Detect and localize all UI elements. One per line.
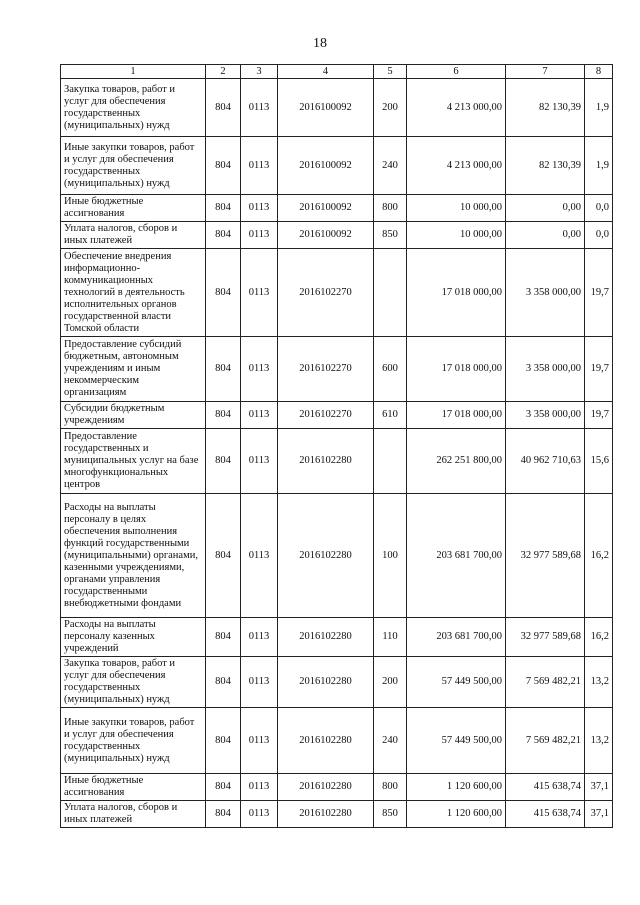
column-header: 4	[278, 65, 374, 79]
column-header: 2	[206, 65, 241, 79]
table-row	[61, 494, 613, 618]
row-description: Обеспечение внедрения информационно-коммуникационных технологий в деятельность исполнительных органов государственной власти Томской области	[61, 249, 206, 337]
ministry-code: 804	[206, 249, 241, 337]
ministry-code: 804	[206, 429, 241, 494]
row-description: Предоставление субсидий бюджетным, автономным учреждениям и иным некоммерческим организациям	[61, 337, 206, 402]
ministry-code: 804	[206, 402, 241, 429]
executed-amount: 32 977 589,68	[506, 494, 585, 618]
annual-plan-amount: 57 449 500,00	[407, 657, 506, 708]
execution-percent: 1,9	[585, 137, 613, 195]
annual-plan-amount: 17 018 000,00	[407, 402, 506, 429]
budget-table	[60, 64, 613, 828]
target-article-code: 2016100092	[278, 137, 374, 195]
ministry-code: 804	[206, 774, 241, 801]
execution-percent: 0,0	[585, 195, 613, 222]
row-description: Расходы на выплаты персоналу в целях обеспечения выполнения функций государственными (муниципальными) органами, казенными учреждениями, органами управления государственными внебюджетными фондами	[61, 494, 206, 618]
execution-percent: 19,7	[585, 402, 613, 429]
executed-amount: 415 638,74	[506, 801, 585, 828]
section-code: 0113	[241, 708, 278, 774]
ministry-code: 804	[206, 195, 241, 222]
expense-type-code: 800	[374, 195, 407, 222]
target-article-code: 2016102280	[278, 429, 374, 494]
row-description: Закупка товаров, работ и услуг для обеспечения государственных (муниципальных) нужд	[61, 79, 206, 137]
row-description: Предоставление государственных и муниципальных услуг на базе многофункциональных центров	[61, 429, 206, 494]
annual-plan-amount: 17 018 000,00	[407, 249, 506, 337]
section-code: 0113	[241, 337, 278, 402]
table-row	[61, 618, 613, 657]
ministry-code: 804	[206, 494, 241, 618]
expense-type-code: 610	[374, 402, 407, 429]
annual-plan-amount: 17 018 000,00	[407, 337, 506, 402]
target-article-code: 2016102280	[278, 801, 374, 828]
target-article-code: 2016100092	[278, 195, 374, 222]
ministry-code: 804	[206, 657, 241, 708]
expense-type-code: 200	[374, 657, 407, 708]
execution-percent: 13,2	[585, 657, 613, 708]
ministry-code: 804	[206, 137, 241, 195]
ministry-code: 804	[206, 618, 241, 657]
expense-type-code: 110	[374, 618, 407, 657]
row-description: Уплата налогов, сборов и иных платежей	[61, 222, 206, 249]
executed-amount: 32 977 589,68	[506, 618, 585, 657]
table-row	[61, 708, 613, 774]
table-row	[61, 195, 613, 222]
table-row	[61, 222, 613, 249]
annual-plan-amount: 203 681 700,00	[407, 494, 506, 618]
executed-amount: 82 130,39	[506, 79, 585, 137]
execution-percent: 19,7	[585, 249, 613, 337]
executed-amount: 0,00	[506, 222, 585, 249]
expense-type-code	[374, 429, 407, 494]
table-row	[61, 801, 613, 828]
expense-type-code: 100	[374, 494, 407, 618]
target-article-code: 2016102280	[278, 708, 374, 774]
row-description: Иные закупки товаров, работ и услуг для обеспечения государственных (муниципальных) нужд	[61, 137, 206, 195]
executed-amount: 82 130,39	[506, 137, 585, 195]
target-article-code: 2016102280	[278, 774, 374, 801]
table-row	[61, 249, 613, 337]
execution-percent: 16,2	[585, 618, 613, 657]
ministry-code: 804	[206, 801, 241, 828]
execution-percent: 19,7	[585, 337, 613, 402]
section-code: 0113	[241, 429, 278, 494]
annual-plan-amount: 57 449 500,00	[407, 708, 506, 774]
expense-type-code: 850	[374, 801, 407, 828]
ministry-code: 804	[206, 79, 241, 137]
target-article-code: 2016102280	[278, 657, 374, 708]
target-article-code: 2016100092	[278, 222, 374, 249]
column-header: 1	[61, 65, 206, 79]
annual-plan-amount: 10 000,00	[407, 222, 506, 249]
annual-plan-amount: 1 120 600,00	[407, 801, 506, 828]
row-description: Субсидии бюджетным учреждениям	[61, 402, 206, 429]
table-row	[61, 402, 613, 429]
expense-type-code: 200	[374, 79, 407, 137]
expense-type-code: 600	[374, 337, 407, 402]
section-code: 0113	[241, 774, 278, 801]
row-description: Иные закупки товаров, работ и услуг для обеспечения государственных (муниципальных) нужд	[61, 708, 206, 774]
target-article-code: 2016102270	[278, 249, 374, 337]
column-header: 5	[374, 65, 407, 79]
table-row	[61, 774, 613, 801]
section-code: 0113	[241, 494, 278, 618]
executed-amount: 0,00	[506, 195, 585, 222]
section-code: 0113	[241, 618, 278, 657]
annual-plan-amount: 4 213 000,00	[407, 137, 506, 195]
row-description: Иные бюджетные ассигнования	[61, 195, 206, 222]
execution-percent: 16,2	[585, 494, 613, 618]
table-header-row	[61, 65, 613, 79]
column-header: 8	[585, 65, 613, 79]
execution-percent: 37,1	[585, 774, 613, 801]
annual-plan-amount: 262 251 800,00	[407, 429, 506, 494]
annual-plan-amount: 1 120 600,00	[407, 774, 506, 801]
expense-type-code	[374, 249, 407, 337]
section-code: 0113	[241, 657, 278, 708]
target-article-code: 2016102270	[278, 337, 374, 402]
executed-amount: 3 358 000,00	[506, 249, 585, 337]
table-row	[61, 337, 613, 402]
ministry-code: 804	[206, 337, 241, 402]
target-article-code: 2016100092	[278, 79, 374, 137]
annual-plan-amount: 4 213 000,00	[407, 79, 506, 137]
ministry-code: 804	[206, 222, 241, 249]
row-description: Уплата налогов, сборов и иных платежей	[61, 801, 206, 828]
executed-amount: 7 569 482,21	[506, 708, 585, 774]
annual-plan-amount: 10 000,00	[407, 195, 506, 222]
section-code: 0113	[241, 137, 278, 195]
executed-amount: 3 358 000,00	[506, 402, 585, 429]
section-code: 0113	[241, 79, 278, 137]
column-header: 3	[241, 65, 278, 79]
executed-amount: 415 638,74	[506, 774, 585, 801]
table-row	[61, 137, 613, 195]
table-row	[61, 79, 613, 137]
row-description: Иные бюджетные ассигнования	[61, 774, 206, 801]
executed-amount: 40 962 710,63	[506, 429, 585, 494]
target-article-code: 2016102280	[278, 618, 374, 657]
section-code: 0113	[241, 195, 278, 222]
row-description: Расходы на выплаты персоналу казенных учреждений	[61, 618, 206, 657]
column-header: 7	[506, 65, 585, 79]
table-row	[61, 429, 613, 494]
expense-type-code: 240	[374, 137, 407, 195]
table-row	[61, 657, 613, 708]
target-article-code: 2016102270	[278, 402, 374, 429]
section-code: 0113	[241, 222, 278, 249]
target-article-code: 2016102280	[278, 494, 374, 618]
section-code: 0113	[241, 402, 278, 429]
execution-percent: 1,9	[585, 79, 613, 137]
ministry-code: 804	[206, 708, 241, 774]
execution-percent: 15,6	[585, 429, 613, 494]
row-description: Закупка товаров, работ и услуг для обеспечения государственных (муниципальных) нужд	[61, 657, 206, 708]
annual-plan-amount: 203 681 700,00	[407, 618, 506, 657]
execution-percent: 0,0	[585, 222, 613, 249]
page-number: 18	[313, 36, 327, 51]
executed-amount: 7 569 482,21	[506, 657, 585, 708]
column-header: 6	[407, 65, 506, 79]
executed-amount: 3 358 000,00	[506, 337, 585, 402]
section-code: 0113	[241, 801, 278, 828]
section-code: 0113	[241, 249, 278, 337]
expense-type-code: 800	[374, 774, 407, 801]
expense-type-code: 850	[374, 222, 407, 249]
execution-percent: 13,2	[585, 708, 613, 774]
expense-type-code: 240	[374, 708, 407, 774]
execution-percent: 37,1	[585, 801, 613, 828]
